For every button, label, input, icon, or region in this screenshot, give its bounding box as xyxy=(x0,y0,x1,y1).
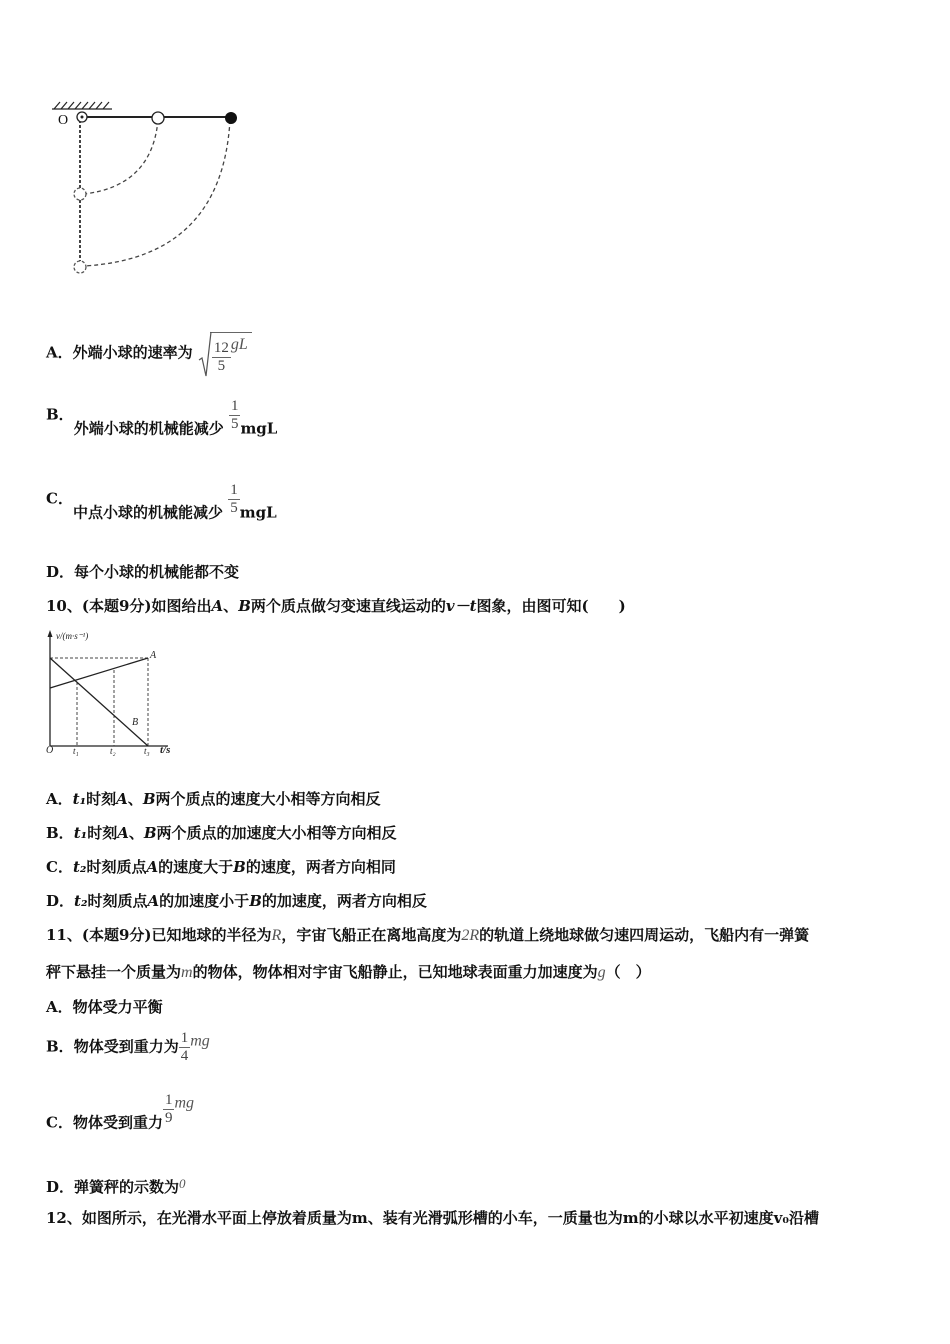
question-number: 11、 xyxy=(46,926,82,944)
option-label: A． xyxy=(46,998,73,1016)
y-axis-label: v/(m·s⁻¹) xyxy=(56,631,89,641)
var-a: A xyxy=(117,824,129,842)
option-tail: mgL xyxy=(240,419,278,438)
frac-num: 1 xyxy=(230,398,239,414)
option-text: 的加速度，两者方向相反 xyxy=(261,892,427,910)
middle-ball-lower xyxy=(74,188,86,200)
option-label: B． xyxy=(46,1037,74,1056)
stem-text: 的轨道上绕地球做匀速四周运动，飞船内有一弹簧 xyxy=(479,926,810,944)
option-text: 两个质点的速度大小相等方向相反 xyxy=(155,790,381,808)
option-text: 物体受到重力 xyxy=(72,1113,163,1132)
outer-ball xyxy=(225,112,237,124)
stem-text: 已知地球的半径为 xyxy=(151,926,272,944)
q9-option-b xyxy=(46,398,277,439)
q10-option-b xyxy=(46,823,397,843)
var-a: A xyxy=(147,892,160,910)
q11-option-b xyxy=(46,1030,210,1065)
var-a: A xyxy=(116,790,128,808)
t1-label: t₁ xyxy=(73,746,79,756)
q11-stem-line1 xyxy=(46,925,809,946)
frac-num: 1 xyxy=(180,1030,189,1046)
origin-label: O xyxy=(46,745,54,756)
stem-text: 如图给出 xyxy=(151,597,212,615)
frac-den: 5 xyxy=(230,500,238,516)
var-t: t₂ xyxy=(72,858,87,876)
pivot-dot xyxy=(81,116,84,119)
option-label: A． xyxy=(46,343,73,362)
stem-text: 、装有光滑弧形槽的小车，一质量也为 xyxy=(367,1209,623,1227)
var-m: m xyxy=(622,1209,639,1227)
stem-text: 沿槽 xyxy=(788,1209,819,1227)
option-tail: mg xyxy=(190,1032,210,1050)
stem-text: 的物体，物体相对宇宙飞船静止，已知地球表面重力加速度为 xyxy=(192,963,598,981)
line-a xyxy=(50,658,148,688)
q11-option-a xyxy=(46,997,163,1017)
var-a: A xyxy=(146,858,159,876)
option-text: 物体受到重力为 xyxy=(73,1037,179,1056)
var-b: B xyxy=(143,824,157,842)
option-label: D． xyxy=(46,1178,75,1196)
option-text: 的速度，两者方向相同 xyxy=(245,858,396,876)
question-score: (本题9分) xyxy=(81,597,152,615)
stem-text: 图象，由图可知( ) xyxy=(476,597,626,615)
var-vt: v－t xyxy=(445,597,477,615)
option-label: D． xyxy=(46,563,75,581)
y-arrow-icon xyxy=(48,630,53,637)
stem-text: 秤下悬挂一个质量为 xyxy=(46,963,182,981)
option-label: C． xyxy=(46,1113,73,1132)
option-tail: mg xyxy=(174,1094,195,1112)
q11-option-d xyxy=(46,1174,186,1197)
option-text: 的加速度小于 xyxy=(159,892,250,910)
stem-text: （ ） xyxy=(605,963,651,981)
q10-option-c xyxy=(46,857,396,877)
frac-den: 4 xyxy=(180,1048,189,1064)
option-text: 中点小球的机械能减少 xyxy=(72,503,223,522)
var-g: g xyxy=(597,964,606,981)
pendulum-figure xyxy=(40,90,260,290)
option-text: 时刻 xyxy=(86,790,117,808)
option-text: 时刻 xyxy=(87,824,118,842)
q9-option-c xyxy=(46,482,277,523)
option-text: 两个质点的加速度大小相等方向相反 xyxy=(156,824,397,842)
var-b: B xyxy=(238,597,251,615)
q11-stem-line2 xyxy=(46,962,651,983)
option-tail: 0 xyxy=(179,1176,186,1191)
line-b xyxy=(50,658,148,746)
fraction xyxy=(229,398,241,433)
x-axis-label: t/s xyxy=(160,744,171,756)
option-text: 每个小球的机械能都不变 xyxy=(74,563,240,581)
var-t: t₁ xyxy=(73,824,88,842)
vt-graph xyxy=(40,626,190,760)
q10-option-d xyxy=(46,891,427,911)
inner-arc xyxy=(84,120,158,194)
option-text: 时刻质点 xyxy=(86,858,147,876)
option-label: B． xyxy=(46,824,74,842)
var-b: B xyxy=(142,790,156,808)
frac-num: 1 xyxy=(230,482,238,498)
option-label: B． xyxy=(46,405,74,424)
question-number: 12、 xyxy=(46,1209,82,1227)
var-t: t₁ xyxy=(72,790,87,808)
outer-ball-lower xyxy=(74,261,86,273)
t2-label: t₂ xyxy=(110,746,116,756)
q9-option-a xyxy=(46,332,252,375)
stem-text: 的小球以水平初速度 xyxy=(638,1209,774,1227)
ceiling-hatch xyxy=(52,102,112,109)
fraction xyxy=(163,1092,175,1127)
fraction xyxy=(179,1030,191,1065)
var-r: R xyxy=(271,927,282,944)
frac-num: 1 xyxy=(164,1092,173,1108)
var-t: t₂ xyxy=(74,892,88,910)
option-text: 弹簧秤的示数为 xyxy=(74,1178,180,1196)
option-label: A． xyxy=(46,790,73,808)
separator: 、 xyxy=(128,824,144,842)
t3-label: t₃ xyxy=(144,746,150,756)
var-b: B xyxy=(249,892,262,910)
separator: 、 xyxy=(223,597,239,615)
stem-text: 两个质点做匀变速直线运动的 xyxy=(250,597,446,615)
middle-ball xyxy=(152,112,164,124)
option-label: C． xyxy=(46,858,73,876)
var-a: A xyxy=(211,597,224,615)
option-label: D． xyxy=(46,892,75,910)
sqrt-frac-num: 12 xyxy=(213,339,229,356)
stem-text: ，宇宙飞船正在离地高度为 xyxy=(281,926,462,944)
q9-option-d xyxy=(46,562,239,582)
option-text: 物体受力平衡 xyxy=(72,998,163,1016)
stem-text: 如图所示，在光滑水平面上停放着质量为 xyxy=(81,1209,352,1227)
option-text: 外端小球的机械能减少 xyxy=(73,419,224,438)
var-b: B xyxy=(233,858,246,876)
q12-stem xyxy=(46,1208,819,1228)
q10-option-a xyxy=(46,789,381,809)
q10-stem xyxy=(46,596,626,616)
var-2r: 2R xyxy=(461,927,480,944)
question-score: (本题9分) xyxy=(81,926,152,944)
option-tail: mgL xyxy=(239,503,277,522)
fraction xyxy=(228,482,240,517)
question-number: 10、 xyxy=(46,597,82,615)
frac-den: 9 xyxy=(164,1110,173,1126)
pivot-label: O xyxy=(58,113,69,128)
frac-den: 5 xyxy=(230,416,239,432)
var-v0: v₀ xyxy=(773,1209,789,1227)
line-a-label: A xyxy=(150,650,157,661)
sqrt-icon xyxy=(198,330,212,378)
sqrt-expression xyxy=(198,332,252,375)
option-text: 时刻质点 xyxy=(87,892,148,910)
option-label: C． xyxy=(46,489,73,508)
separator: 、 xyxy=(127,790,143,808)
sqrt-frac-den: 5 xyxy=(212,357,231,375)
outer-arc xyxy=(84,120,230,266)
line-b-label: B xyxy=(132,717,139,728)
q11-option-c xyxy=(46,1092,194,1133)
option-text: 的速度大于 xyxy=(158,858,234,876)
var-m: m xyxy=(351,1209,368,1227)
var-m: m xyxy=(181,964,193,981)
sqrt-tail: gL xyxy=(230,336,248,353)
option-text: 外端小球的速率为 xyxy=(72,343,193,362)
